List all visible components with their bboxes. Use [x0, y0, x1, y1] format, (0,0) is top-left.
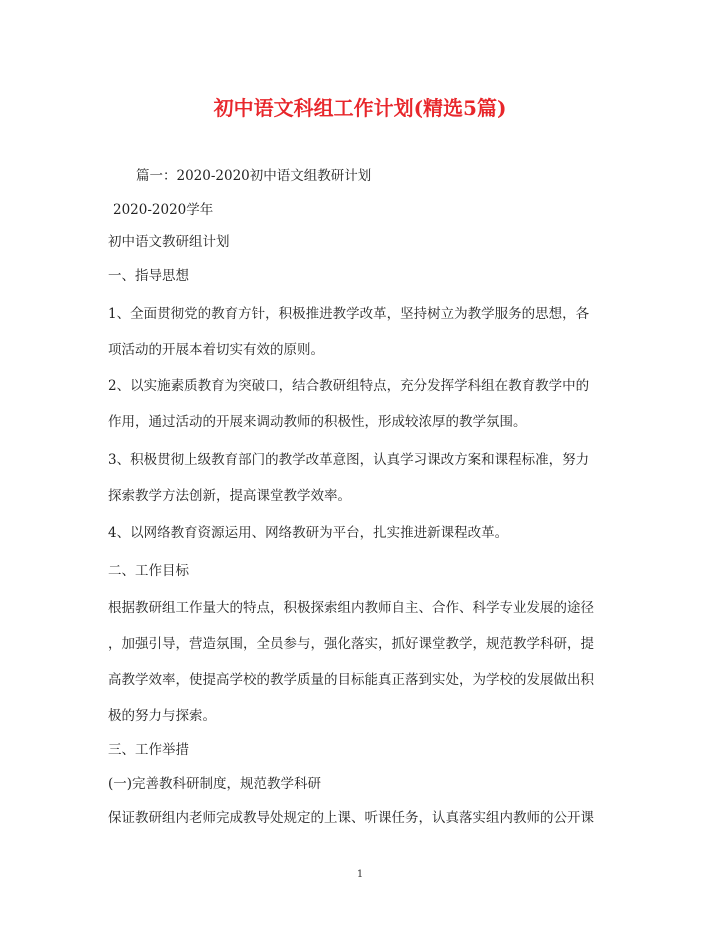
school-year-line: 2020-2020学年 — [113, 202, 214, 218]
heading-guiding-ideology: 一、指导思想 — [108, 268, 189, 284]
paragraph-line: 作用，通过活动的开展来调动教师的积极性，形成较浓厚的教学氛围。 — [108, 414, 527, 430]
paragraph-line: ，加强引导，营造氛围，全员参与，强化落实，抓好课堂教学，规范教学科研，提 — [108, 636, 594, 652]
paragraph-line: 极的努力与探索。 — [108, 708, 216, 724]
document-title: 初中语文科组工作计划(精选5篇) — [213, 96, 507, 120]
paragraph-line: 4、以网络教育资源运用、网络教研为平台，扎实推进新课程改革。 — [108, 525, 509, 541]
plan-name-line: 初中语文教研组计划 — [108, 234, 230, 250]
paragraph-line: 1、全面贯彻党的教育方针，积极推进教学改革，坚持树立为教学服务的思想，各 — [108, 306, 590, 322]
heading-work-goals: 二、工作目标 — [108, 563, 189, 579]
page-number: 1 — [356, 869, 364, 880]
paragraph-line: 2、以实施素质教育为突破口，结合教研组特点，充分发挥学科组在教育教学中的 — [108, 378, 590, 394]
paragraph-line: 项活动的开展本着切实有效的原则。 — [108, 342, 324, 358]
section-heading-part-one: 篇一：2020-2020初中语文组教研计划 — [136, 168, 372, 184]
paragraph-line: 3、积极贯彻上级教育部门的教学改革意图，认真学习课改方案和课程标准，努力 — [108, 452, 590, 468]
paragraph-line: 保证教研组内老师完成教导处规定的上课、听课任务，认真落实组内教师的公开课 — [108, 810, 594, 826]
paragraph-line: 根据教研组工作量大的特点，积极探索组内教师自主、合作、科学专业发展的途径 — [108, 600, 594, 616]
subheading-research-system: (一)完善教科研制度，规范教学科研 — [108, 776, 322, 792]
paragraph-line: 探索教学方法创新，提高课堂教学效率。 — [108, 488, 351, 504]
paragraph-line: 高教学效率，使提高学校的教学质量的目标能真正落到实处，为学校的发展做出积 — [108, 672, 594, 688]
heading-work-measures: 三、工作举措 — [108, 742, 189, 758]
